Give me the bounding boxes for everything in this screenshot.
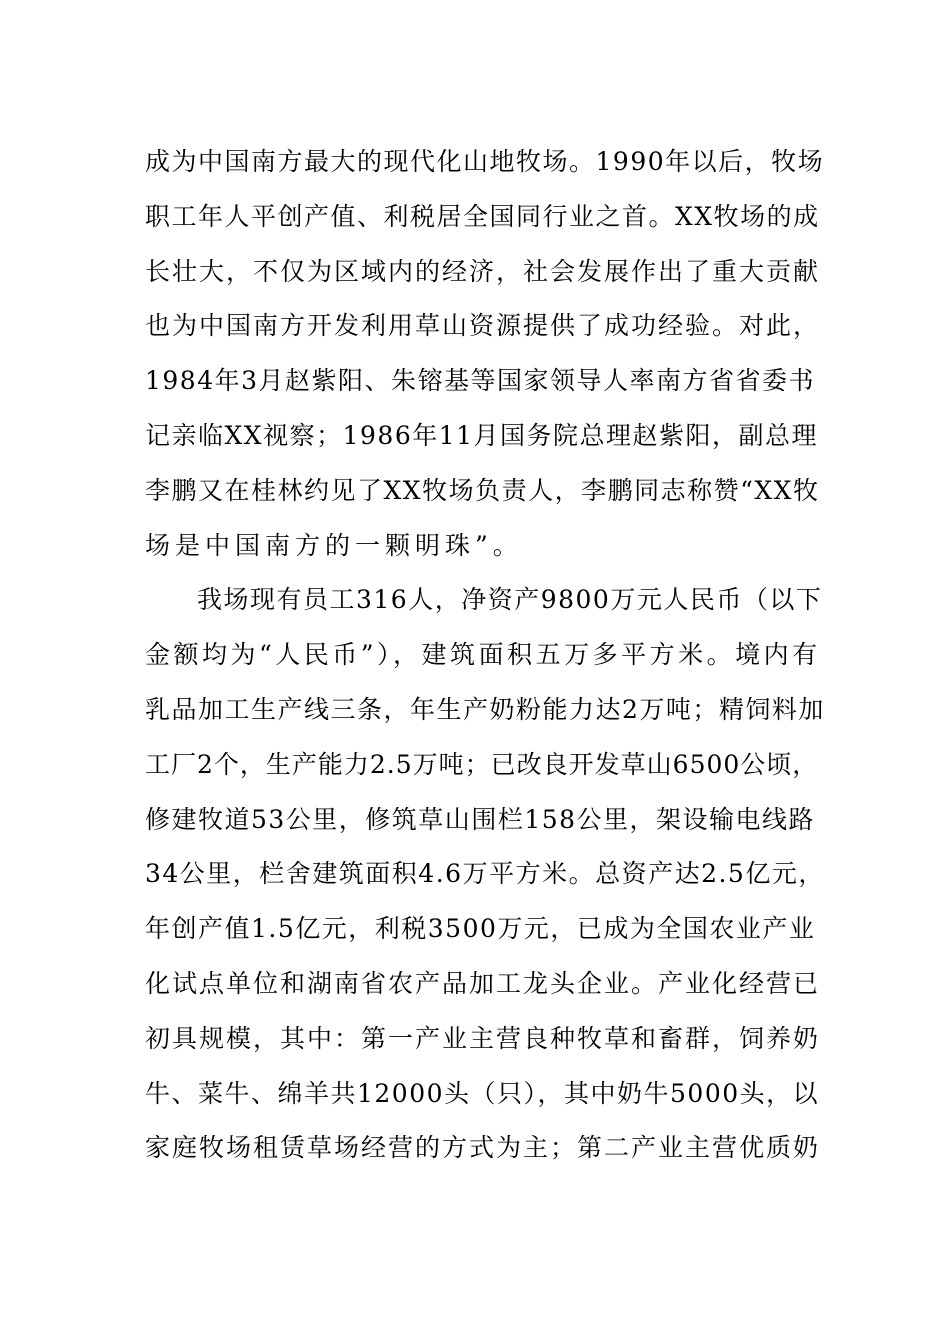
text-line: 年创产值1.5亿元，利税3500万元，已成为全国农业产业 [145, 914, 816, 944]
text-line: 长壮大，不仅为区域内的经济，社会发展作出了重大贡献 [145, 256, 821, 286]
text-line: 乳品加工生产线三条，年生产奶粉能力达2万吨；精饲料加 [145, 694, 825, 724]
paragraph-first-line: 我场现有员工316人，净资产9800万元人民币（以下 [197, 585, 823, 615]
text-line: 牛、菜牛、绵羊共12000头（只），其中奶牛5000头，以 [145, 1078, 820, 1108]
text-line: 家庭牧场租赁草场经营的方式为主；第二产业主营优质奶 [145, 1133, 821, 1163]
text-line: 李鹏又在桂林约见了XX牧场负责人，李鹏同志称赞“XX牧 [145, 475, 820, 505]
text-line: 场是中国南方的一颗明珠”。 [145, 530, 523, 560]
text-line: 职工年人平创产值、利税居全国同行业之首。XX牧场的成 [145, 201, 820, 231]
text-line: 初具规模，其中：第一产业主营良种牧草和畜群，饲养奶 [145, 1023, 821, 1053]
text-line: 34公里，栏舍建筑面积4.6万平方米。总资产达2.5亿元， [145, 859, 825, 889]
text-line: 金额均为“人民币”），建筑面积五万多平方米。境内有 [145, 640, 821, 670]
text-line: 工厂2个，生产能力2.5万吨；已改良开发草山6500公顷， [145, 749, 819, 779]
text-line: 1984年3月赵紫阳、朱镕基等国家领导人率南方省省委书 [145, 366, 816, 396]
text-line: 也为中国南方开发利用草山资源提供了成功经验。对此， [145, 311, 821, 341]
text-line: 修建牧道53公里，修筑草山围栏158公里，架设输电线路 [145, 804, 816, 834]
text-line: 记亲临XX视察；1986年11月国务院总理赵紫阳，副总理 [145, 420, 819, 450]
text-line: 成为中国南方最大的现代化山地牧场。1990年以后，牧场 [145, 147, 825, 176]
body-text [145, 140, 825, 1181]
text-line: 化试点单位和湖南省农产品加工龙头企业。产业化经营已 [145, 968, 821, 998]
